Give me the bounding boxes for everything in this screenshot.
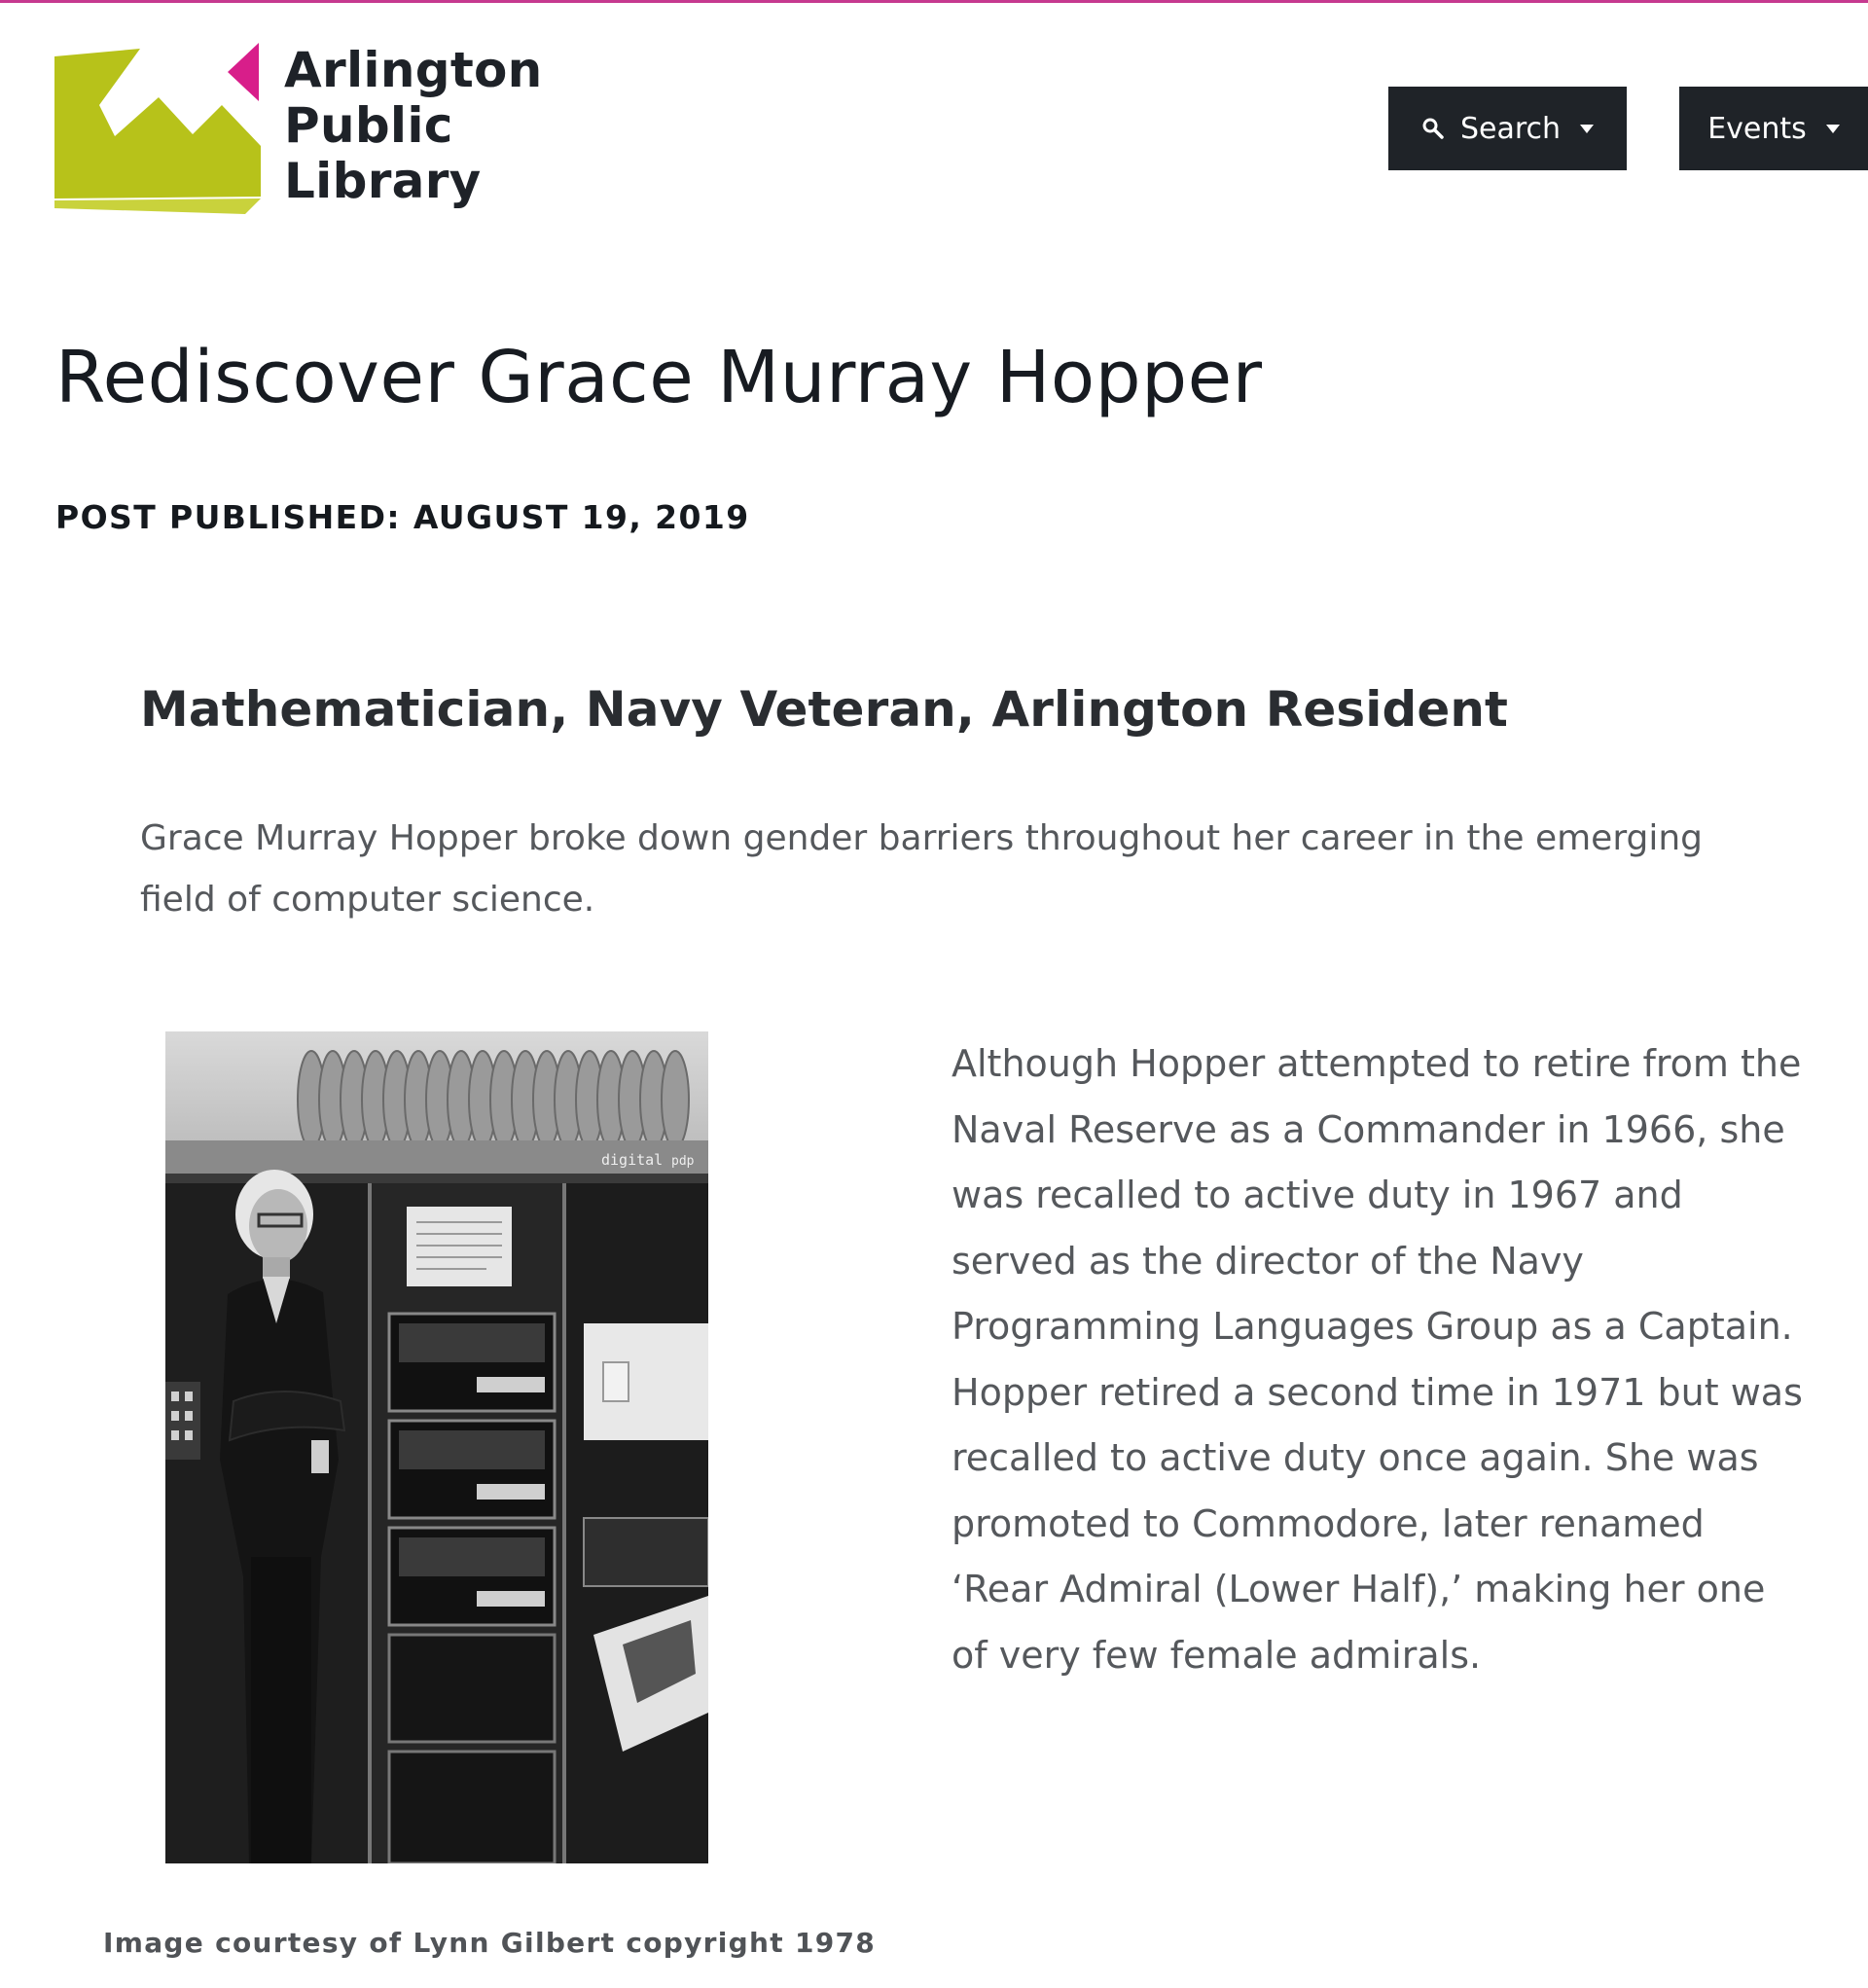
events-menu-button[interactable] [1679, 87, 1868, 170]
search-icon [1421, 117, 1445, 140]
logo-wordmark [284, 43, 543, 209]
top-accent-line [0, 0, 1868, 3]
search-menu-button[interactable] [1388, 87, 1627, 170]
article-intro: Grace Murray Hopper broke down gender barriers throughout her career in the emerging field of computer science. [140, 818, 1704, 920]
library-logo-icon [54, 43, 269, 218]
chevron-down-icon [1826, 125, 1840, 133]
logo-line-library: Library [284, 153, 482, 209]
logo-line-public: Public [284, 97, 453, 154]
photo-illustration [165, 1031, 708, 1863]
photo-lettering-digital: digital [601, 1151, 664, 1169]
post-published-date: POST PUBLISHED: AUGUST 19, 2019 [55, 498, 750, 536]
search-menu-label: Search [1459, 111, 1562, 146]
chevron-down-icon [1580, 125, 1594, 133]
events-menu-label: Events [1707, 111, 1807, 146]
article-bio-paragraph: Although Hopper attempted to retire from the Naval Reserve as a Commander in 1966, she was recalled to active duty in 1967 and served as the director of the Navy Programming Languages Group as a Captain. Hopper retired a second time in 1971 but was recalled to active duty once again. She was promoted to Commodore, later renamed ‘Rear Admiral (Lower Half),’ making her one of very few female admirals. [952, 1042, 1803, 1677]
article-subheading: Mathematician, Navy Veteran, Arlington Resident [140, 681, 1509, 738]
page-title: Rediscover Grace Murray Hopper [55, 336, 1263, 419]
site-logo[interactable] [54, 43, 560, 218]
photo-caption: Image courtesy of Lynn Gilbert copyright 1978 [103, 1927, 877, 1959]
photo-lettering-pdp: pdp [671, 1154, 695, 1169]
grace-hopper-photo [165, 1031, 708, 1863]
logo-line-arlington: Arlington [284, 42, 543, 98]
